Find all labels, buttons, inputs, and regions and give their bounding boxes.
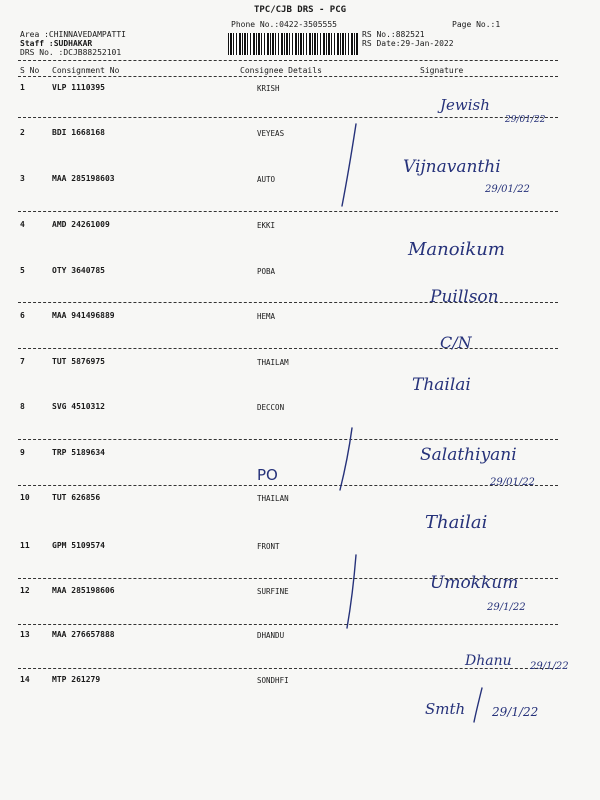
row-consignee: POBA <box>257 267 276 276</box>
signature-row-4: Manoikum <box>408 239 505 260</box>
signature-row-10: Thailai <box>425 512 488 533</box>
signature-row-5: Puillson <box>430 287 499 307</box>
row-consignment: MAA 285198606 <box>52 586 115 595</box>
row-sno: 14 <box>20 675 30 684</box>
row-sno: 10 <box>20 493 30 502</box>
row-consignment: MAA 285198603 <box>52 174 115 183</box>
staff-label: Staff :SUDHAKAR <box>20 39 93 48</box>
signature-date-row-1: 29/01/22 <box>505 115 546 125</box>
phone-number: Phone No.:0422-3505555 <box>231 20 337 29</box>
row-sno: 3 <box>20 174 25 183</box>
row-consignment: TRP 5189634 <box>52 448 105 457</box>
row-consignment: BDI 1668168 <box>52 128 105 137</box>
row-sno: 12 <box>20 586 30 595</box>
col-consignee: Consignee Details <box>240 66 322 75</box>
drs-number: DRS No. :DCJB88252101 <box>20 48 122 57</box>
row-consignee: FRONT <box>257 542 280 551</box>
signature-vertical-stroke <box>342 124 356 206</box>
signature-vertical-stroke <box>340 428 352 490</box>
row-consignment: MTP 261279 <box>52 675 101 684</box>
signature-row-3: Vijnavanthi <box>403 157 501 177</box>
row-consignee: EKKI <box>257 221 276 230</box>
row-sno: 8 <box>20 402 25 411</box>
row-sno: 13 <box>20 630 30 639</box>
row-sno: 6 <box>20 311 25 320</box>
row-consignment: AMD 24261009 <box>52 220 110 229</box>
signature-date-row-9: 29/01/22 <box>490 477 535 488</box>
col-signature: Signature <box>420 66 464 75</box>
row-sno: 9 <box>20 448 25 457</box>
signature-date-row-14: 29/1/22 <box>492 705 539 719</box>
row-consignment: MAA 941496889 <box>52 311 115 320</box>
row-sno: 1 <box>20 83 25 92</box>
signature-stroke-row-14 <box>474 688 482 722</box>
signature-row-1: Jewish <box>440 96 490 114</box>
signature-row-9: Salathiyani <box>420 445 517 465</box>
row-consignee: DHANDU <box>257 631 285 640</box>
col-consignment: Consignment No <box>52 66 120 75</box>
signature-row-7: Thailai <box>412 375 471 395</box>
row-consignee: THAILAN <box>257 494 289 503</box>
signature-date-row-12: 29/1/22 <box>487 602 526 613</box>
row-consignee: THAILAM <box>257 358 289 367</box>
row-sno: 2 <box>20 128 25 137</box>
row-consignee: SURFINE <box>257 587 289 596</box>
col-sno: S No <box>20 66 40 75</box>
document-title: TPC/CJB DRS - PCG <box>253 5 347 15</box>
row-consignee: SONDHFI <box>257 676 289 685</box>
signature-vertical-stroke <box>347 555 356 628</box>
signature-row-12: Umokkum <box>430 573 519 593</box>
row-consignment: GPM 5109574 <box>52 541 105 550</box>
row-consignment: VLP 1110395 <box>52 83 105 92</box>
row-consignee: AUTO <box>257 175 276 184</box>
signature-row-6: C/N <box>440 333 472 352</box>
row-sno: 4 <box>20 220 25 229</box>
row-consignment: TUT 626856 <box>52 493 101 502</box>
signature-date-row-13: 29/1/22 <box>530 661 569 672</box>
signature-date-row-3: 29/01/22 <box>485 184 530 195</box>
row-sno: 11 <box>20 541 30 550</box>
row-sno: 5 <box>20 266 25 275</box>
area-label: Area :CHINNAVEDAMPATTI <box>20 30 126 39</box>
row-consignee: DECCON <box>257 403 285 412</box>
row-consignee: VEYEAS <box>257 129 285 138</box>
rs-date: RS Date:29-Jan-2022 <box>362 39 454 48</box>
rs-number: RS No.:882521 <box>362 30 425 39</box>
po-note: PO <box>257 466 278 484</box>
signature-row-13: Dhanu <box>465 653 512 669</box>
row-consignment: TUT 5876975 <box>52 357 105 366</box>
page-number: Page No.:1 <box>452 20 501 29</box>
row-consignment: MAA 276657888 <box>52 630 115 639</box>
signature-row-14: Smth <box>425 700 466 718</box>
row-sno: 7 <box>20 357 25 366</box>
row-consignee: HEMA <box>257 312 276 321</box>
row-consignment: OTY 3640785 <box>52 266 105 275</box>
row-consignee: KRISH <box>257 84 280 93</box>
row-consignment: SVG 4510312 <box>52 402 105 411</box>
